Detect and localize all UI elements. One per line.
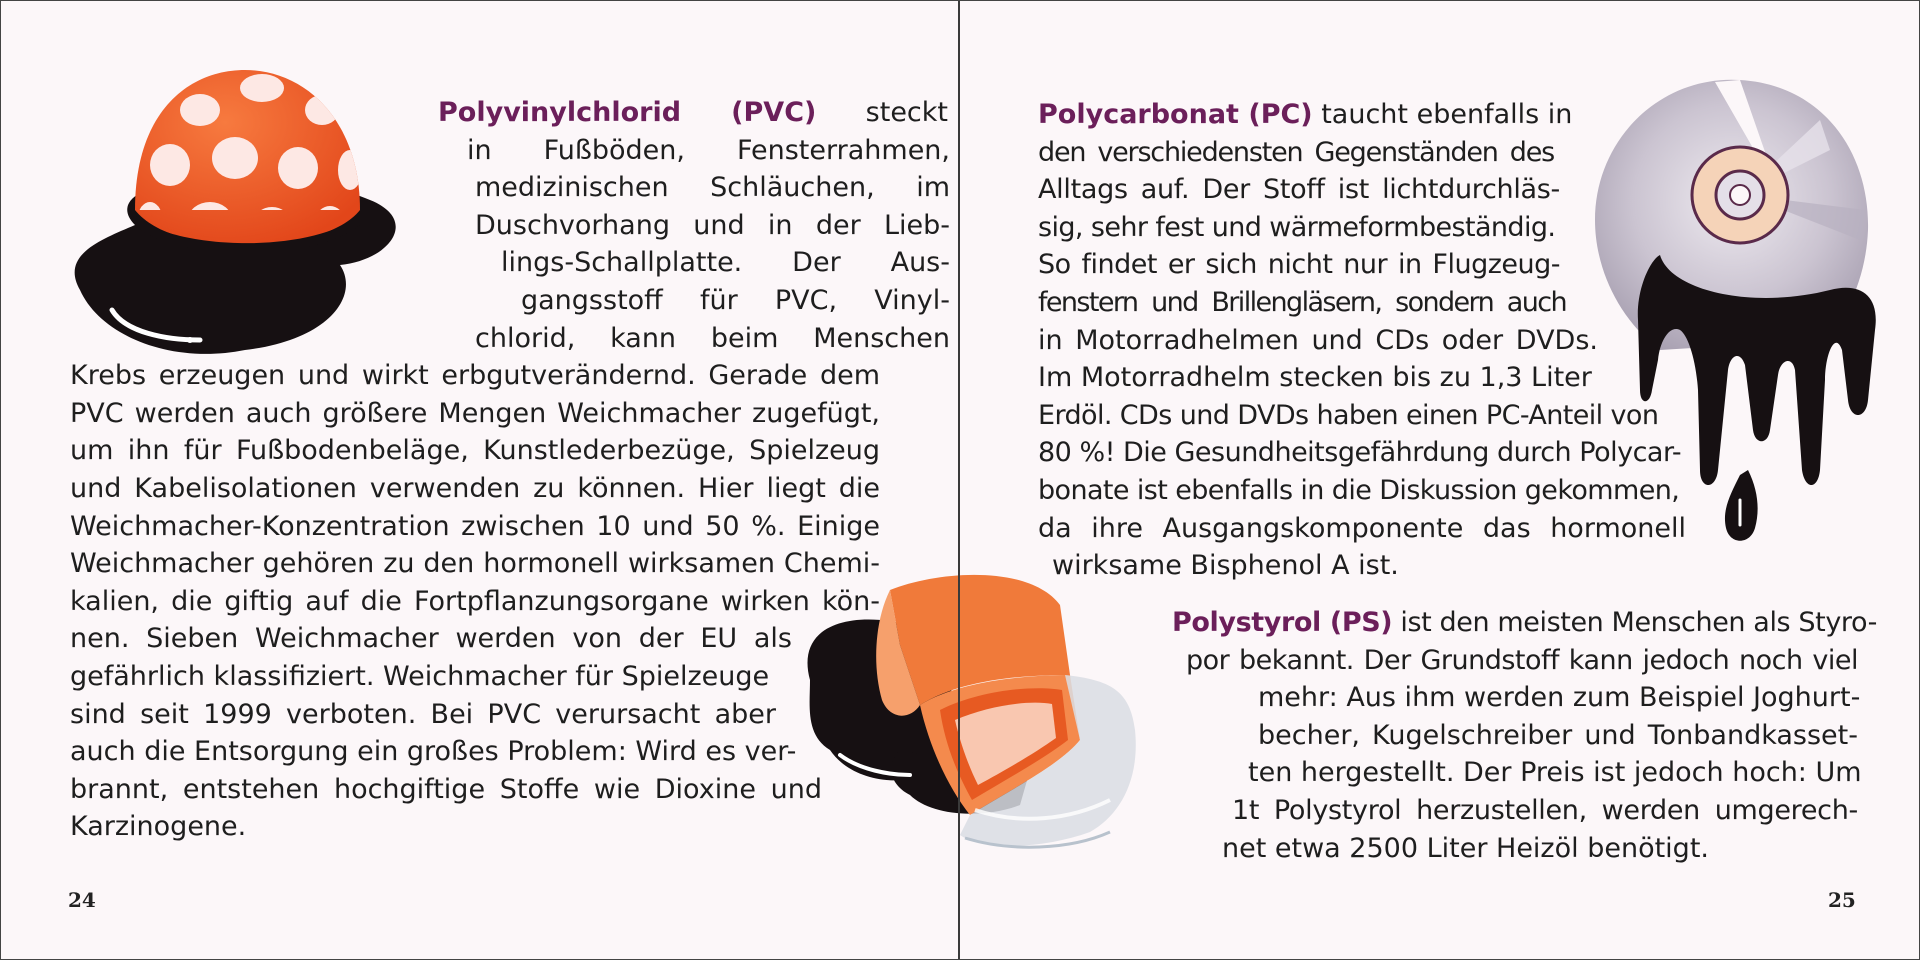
pc-line: Alltags auf. Der Stoff ist lichtdurchläs- bbox=[1038, 174, 1560, 206]
page-number-left: 24 bbox=[68, 888, 96, 912]
pvc-line: Krebs erzeugen und wirkt erbgutverändernd. Gerade dem bbox=[70, 360, 880, 392]
pvc-line: Duschvorhang und in der Lieb- bbox=[475, 209, 950, 241]
book-spine bbox=[958, 0, 960, 960]
pc-line: bonate ist ebenfalls in die Diskussion gekommen, bbox=[1038, 474, 1680, 506]
ps-line: becher, Kugelschreiber und Tonbandkasset- bbox=[1258, 719, 1858, 751]
pc-paragraph bbox=[1038, 96, 1690, 585]
pvc-line: nen. Sieben Weichmacher werden von der EU als bbox=[70, 623, 792, 655]
pvc-line: lings-Schallplatte. Der Aus- bbox=[501, 247, 950, 279]
ps-line: Polystyrol (PS) ist den meisten Menschen als Styro- bbox=[1172, 607, 1877, 638]
ps-heading: Polystyrol (PS) bbox=[1172, 607, 1393, 638]
pvc-line: gangsstoff für PVC, Vinyl- bbox=[521, 284, 950, 316]
ps-line: 1t Polystyrol herzustellen, werden umgerech- bbox=[1232, 794, 1858, 826]
pvc-line: Polyvinylchlorid (PVC) steckt bbox=[438, 97, 948, 128]
pvc-line: gefährlich klassifiziert. Weichmacher für Spielzeuge bbox=[70, 660, 770, 692]
pvc-heading: Polyvinylchlorid (PVC) bbox=[438, 97, 817, 128]
pvc-line: Weichmacher-Konzentration zwischen 10 und 50 %. Einige bbox=[70, 510, 880, 542]
pc-line: wirksame Bisphenol A ist. bbox=[1052, 550, 1399, 582]
pvc-line: Karzinogene. bbox=[70, 811, 247, 843]
ps-line: por bekannt. Der Grundstoff kann jedoch noch viel bbox=[1186, 644, 1858, 676]
pvc-line: Weichmacher gehören zu den hormonell wirksamen Chemi- bbox=[70, 548, 880, 580]
pc-line: in Motorradhelmen und CDs oder DVDs. bbox=[1038, 324, 1598, 356]
ps-line: mehr: Aus ihm werden zum Beispiel Joghurt- bbox=[1258, 682, 1861, 714]
pc-line: So findet er sich nicht nur in Flugzeug- bbox=[1038, 249, 1560, 281]
ps-line: net etwa 2500 Liter Heizöl benötigt. bbox=[1222, 832, 1709, 864]
pvc-line: sind seit 1999 verboten. Bei PVC verursacht aber bbox=[70, 698, 776, 730]
pc-line: sig, sehr fest und wärmeformbeständig. bbox=[1038, 211, 1556, 243]
pc-line: Polycarbonat (PC) taucht ebenfalls in bbox=[1038, 99, 1573, 130]
pc-line: den verschiedensten Gegenständen des bbox=[1038, 136, 1554, 168]
pvc-line: PVC werden auch größere Mengen Weichmacher zugefügt, bbox=[70, 397, 880, 429]
pvc-line: chlorid, kann beim Menschen bbox=[475, 322, 950, 354]
pvc-line: und Kabelisolationen verwenden zu können. Hier liegt die bbox=[70, 472, 880, 504]
pvc-paragraph bbox=[70, 94, 950, 846]
pvc-line: kalien, die giftig auf die Fortpflanzungsorgane wirken kön- bbox=[70, 585, 880, 617]
pc-line: fenstern und Brillengläsern, sondern auch bbox=[1038, 286, 1566, 318]
page-number-right: 25 bbox=[1828, 888, 1856, 912]
pc-line: Im Motorradhelm stecken bis zu 1,3 Liter bbox=[1038, 362, 1592, 394]
pvc-line: medizinischen Schläuchen, im bbox=[475, 172, 950, 204]
melting-cup-icon bbox=[790, 570, 1230, 870]
pc-line: da ihre Ausgangskomponente das hormonell bbox=[1038, 512, 1686, 544]
ps-paragraph bbox=[1172, 604, 1877, 867]
pvc-line: in Fußböden, Fensterrahmen, bbox=[467, 134, 950, 166]
pvc-line: um ihn für Fußbodenbeläge, Kunstlederbezüge, Spielzeug bbox=[70, 435, 880, 467]
ps-line: ten hergestellt. Der Preis ist jedoch hoch: Um bbox=[1248, 757, 1862, 789]
pvc-line: brannt, entstehen hochgiftige Stoffe wie Dioxine und bbox=[70, 773, 822, 805]
pc-line: Erdöl. CDs und DVDs haben einen PC-Anteil von bbox=[1038, 399, 1659, 431]
pc-heading: Polycarbonat (PC) bbox=[1038, 99, 1313, 130]
pc-line: 80 %! Die Gesundheitsgefährdung durch Polycar- bbox=[1038, 437, 1682, 469]
pvc-line: auch die Entsorgung ein großes Problem: Wird es ver- bbox=[70, 736, 797, 768]
